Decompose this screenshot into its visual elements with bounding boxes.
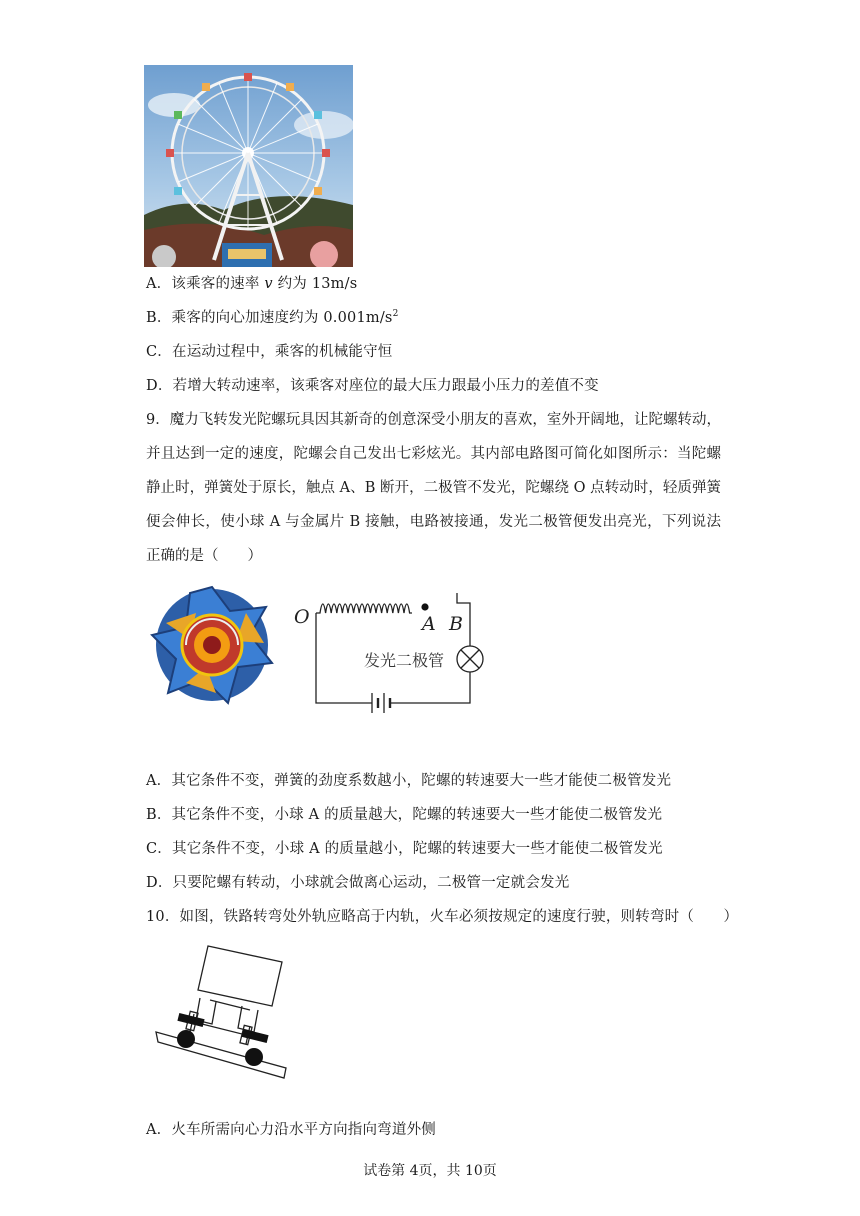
- q9-option-b: B．其它条件不变，小球 A 的质量越大，陀螺的转速要大一些才能使二极管发光: [146, 807, 663, 823]
- q9-stem: 9．魔力飞转发光陀螺玩具因其新奇的创意深受小朋友的喜欢，室外开阔地，让陀螺转动，并且达到一定的速度，陀螺会自己发出七彩炫光。其内部电路图可简化如图所示：当陀螺静止时，弹簧处于原长，触点 A、B 断开，二极管不发光，陀螺绕 O 点转动时，轻质弹簧便会伸长，使小球 A 与金属片 B 接触，电路被接通，发光二极管便发出亮光，下列说法正确的是（ ）: [146, 412, 721, 564]
- label-o: O: [294, 606, 310, 628]
- q8-option-c: C．在运动过程中，乘客的机械能守恒: [146, 344, 393, 360]
- q9-option-d: D．只要陀螺有转动，小球就会做离心运动，二极管一定就会发光: [146, 875, 570, 891]
- q10-option-a: A．火车所需向心力沿水平方向指向弯道外侧: [146, 1122, 436, 1138]
- page-footer: 试卷第 4页，共 10页: [363, 1163, 497, 1179]
- train-banked-track-diagram: [150, 940, 295, 1082]
- q10-stem: 10．如图，铁路转弯处外轨应略高于内轨，火车必须按规定的速度行驶，则转弯时（ ）: [146, 909, 739, 925]
- q8-option-d: D．若增大转动速率，该乘客对座位的最大压力跟最小压力的差值不变: [146, 378, 599, 394]
- q9-option-c: C．其它条件不变，小球 A 的质量越小，陀螺的转速要大一些才能使二极管发光: [146, 841, 663, 857]
- q9-option-a: A．其它条件不变，弹簧的劲度系数越小，陀螺的转速要大一些才能使二极管发光: [146, 773, 672, 789]
- ferris-wheel-photo: [144, 65, 353, 267]
- label-a: A: [422, 613, 436, 635]
- label-diode: 发光二极管: [364, 651, 445, 670]
- circuit-svg: [290, 585, 490, 721]
- q8-option-b: B．乘客的向心加速度约为 $0.001m/s^2$: [146, 309, 399, 326]
- spinning-top-photo: [146, 583, 278, 707]
- q8-option-a: A．该乘客的速率 v 约为 13m/s: [146, 276, 358, 292]
- ball-a: [421, 603, 428, 610]
- circuit-diagram: [290, 585, 490, 721]
- label-b: B: [449, 613, 463, 635]
